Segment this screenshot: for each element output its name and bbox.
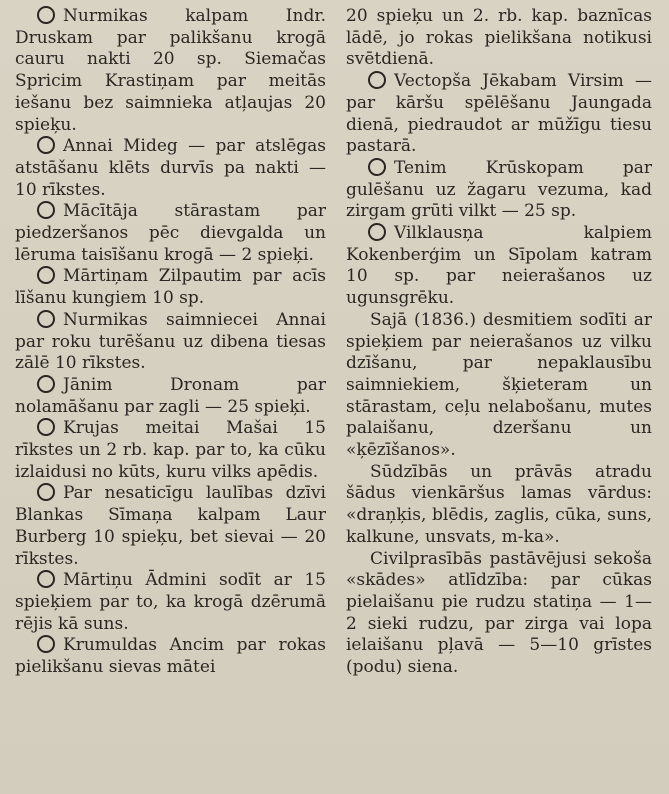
paragraph-text: Sajā (1836.) desmitiem sodīti ar spieķiem par neierašanos uz vilku dzīšanu, par nepaklausību saimniekiem, šķieteram un stārastam, ceļu nelabošanu, mutes palaišanu, dzeršanu un «ķēzīšanos».: [346, 309, 652, 461]
paragraph-text: 20 spieķu un 2. rb. kap. baznīcas lādē, jo rokas pielikšana notikusi svētdienā.: [346, 6, 652, 70]
left-column: [15, 6, 326, 679]
circle-bullet-icon: [37, 635, 55, 653]
circle-bullet-icon: [37, 418, 55, 436]
circle-bullet-icon: [368, 71, 386, 89]
circle-bullet-icon: [37, 6, 55, 24]
paragraph-text: Annai Mideg — par atslēgas atstāšanu klēts durvīs pa nakti — 10 rīkstes.: [15, 136, 326, 200]
paragraph: [15, 635, 326, 678]
paragraph-text: Vilklausņa kalpiem Kokenberģim un Sīpolam katram 10 sp. par neierašanos uz ugunsgrēku.: [346, 223, 652, 309]
paragraph-text: Mācītāja stārastam par piedzeršanos pēc dievgalda un lēruma taisīšanu krogā — 2 spieķi.: [15, 201, 326, 265]
paragraph: [15, 375, 326, 418]
circle-bullet-icon: [37, 266, 55, 284]
paragraph: [15, 266, 326, 309]
paragraph-text: Nurmikas kalpam Indr. Druskam par palikšanu krogā cauru nakti 20 sp. Siemačas Spricim Krastiņam par meitās iešanu bez saimnieka atļaujas 20 spieķu.: [15, 6, 326, 135]
paragraph: [346, 310, 652, 462]
circle-bullet-icon: [37, 483, 55, 501]
paragraph-text: Sūdzībās un prāvās atradu šādus vienkāršus lamas vārdus: «draņķis, blēdis, zaglis, cūka, suns, kalkune, unsvats, m-ka».: [346, 461, 652, 547]
circle-bullet-icon: [37, 375, 55, 393]
paragraph: [15, 483, 326, 570]
paragraph-text: Nurmikas saimniecei Annai par roku turēšanu uz dibena tiesas zālē 10 rīkstes.: [15, 309, 326, 374]
circle-bullet-icon: [37, 310, 55, 328]
circle-bullet-icon: [368, 223, 386, 241]
paragraph: [346, 71, 652, 158]
paragraph-text: Krumuldas Ancim par rokas pielikšanu sievas mātei: [15, 635, 326, 678]
circle-bullet-icon: [37, 136, 55, 154]
paragraph-text: Civilprasībās pastāvējusi sekoša «skādes» atlīdzība: par cūkas pielaišanu pie rudzu statiņa — 1—2 sieki rudzu, par zirga vai lopa ielaišanu pļavā — 5—10 grīstes (podu) siena.: [346, 548, 652, 678]
paragraph-text: Mārtiņu Ādmini sodīt ar 15 spieķiem par to, ka krogā dzērumā rējis kā suns.: [15, 570, 326, 634]
right-column: [346, 6, 652, 679]
circle-bullet-icon: [37, 201, 55, 219]
paragraph-text: Jānim Dronam par nolamāšanu par zagli — 25 spieķi.: [15, 374, 326, 417]
paragraph: [15, 201, 326, 266]
paragraph-text: Mārtiņam Zilpautim par acīs līšanu kungiem 10 sp.: [15, 266, 326, 309]
paragraph: [15, 6, 326, 136]
paragraph: [346, 462, 652, 549]
circle-bullet-icon: [37, 570, 55, 588]
circle-bullet-icon: [368, 158, 386, 176]
paragraph-text: Vectopša Jēkabam Virsim — par kāršu spēlēšanu Jaungada dienā, piedraudot ar mūžīgu tiesu pastarā.: [346, 71, 652, 157]
paragraph: [346, 223, 652, 310]
paragraph: [346, 6, 652, 71]
paragraph-text: Tenim Krūskopam par gulēšanu uz žagaru vezuma, kad zirgam grūti vilkt — 25 sp.: [346, 157, 652, 222]
paragraph: [15, 570, 326, 635]
paragraph: [15, 310, 326, 375]
paragraph-text: Krujas meitai Mašai 15 rīkstes un 2 rb. kap. par to, ka cūku izlaidusi no kūts, kuru vilks apēdis.: [15, 418, 326, 482]
paragraph-text: Par nesaticīgu laulības dzīvi Blankas Sīmaņa kalpam Laur Burberg 10 spieķu, bet sievai — 20 rīkstes.: [15, 483, 326, 569]
paragraph: [15, 136, 326, 201]
paragraph: [15, 418, 326, 483]
paragraph: [346, 549, 652, 679]
paragraph: [346, 158, 652, 223]
